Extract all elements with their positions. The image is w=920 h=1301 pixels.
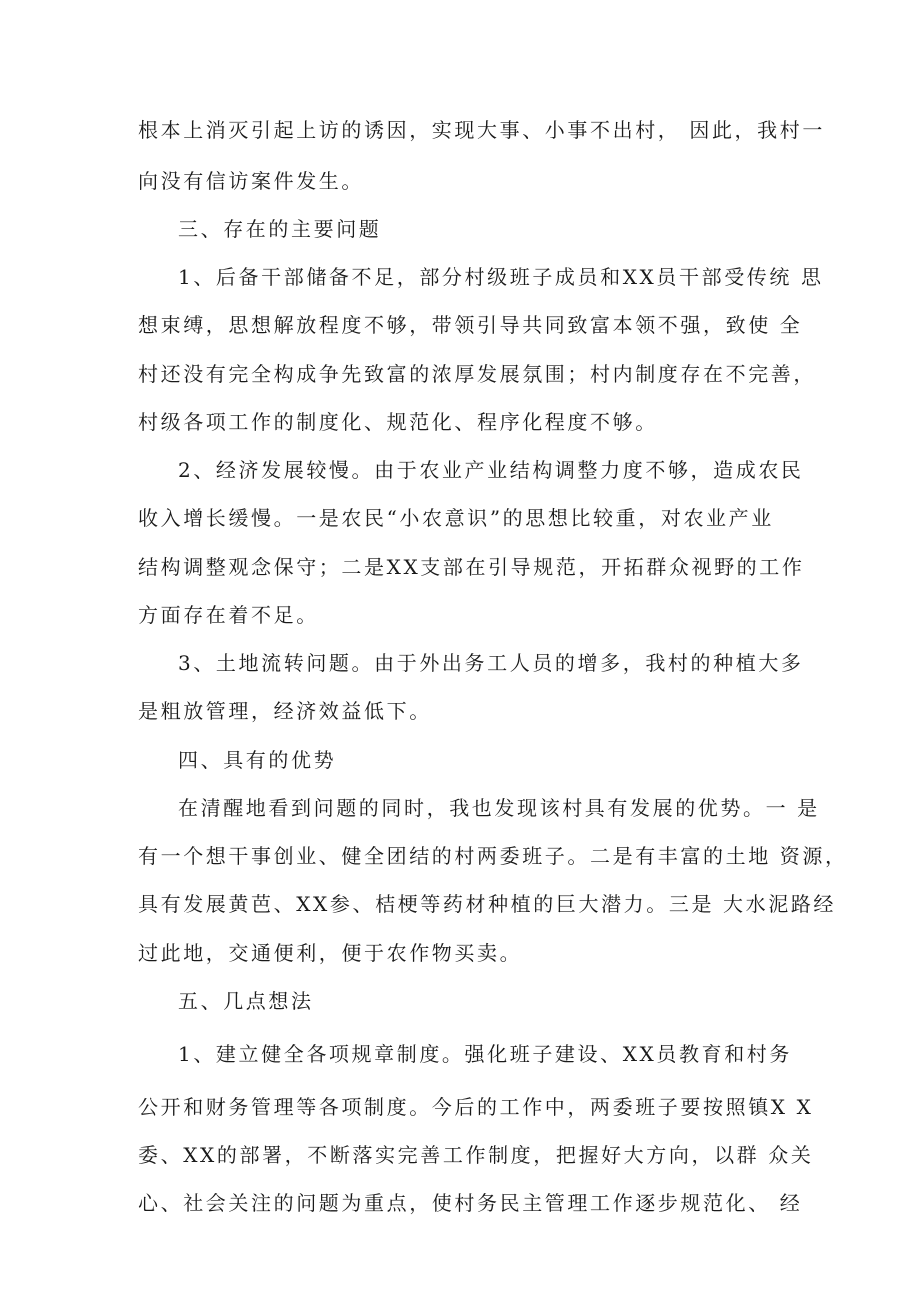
- text-line: 根本上消灭引起上访的诱因，实现大事、小事不出村， 因此，我村一: [138, 118, 825, 142]
- text-line: 心、社会关注的问题为重点，使村务民主管理工作逐步规范化、 经: [138, 1191, 803, 1215]
- text-line: 方面存在着不足。: [138, 603, 319, 627]
- text-line: 过此地，交通便利，便于农作物买卖。: [138, 941, 523, 965]
- text-line: 3、土地流转问题。由于外出务工人员的增多，我村的种植大多: [178, 651, 804, 675]
- text-line: 村还没有完全构成争先致富的浓厚发展氛围；村内制度存在不完善，: [138, 362, 816, 386]
- text-line: 向没有信访案件发生。: [138, 169, 364, 193]
- text-line: 1、建立健全各项规章制度。强化班子建设、XX员教育和村务: [178, 1042, 793, 1066]
- text-line: 在清醒地看到问题的同时，我也发现该村具有发展的优势。一 是: [178, 796, 820, 820]
- text-line: 2、经济发展较慢。由于农业产业结构调整力度不够，造成农民: [178, 458, 804, 482]
- text-line: 是粗放管理，经济效益低下。: [138, 699, 432, 723]
- section-heading: 三、存在的主要问题: [178, 217, 382, 241]
- text-line: 公开和财务管理等各项制度。今后的工作中，两委班子要按照镇X X: [138, 1095, 814, 1119]
- text-line: 村级各项工作的制度化、规范化、程序化程度不够。: [138, 410, 658, 434]
- section-heading: 四、具有的优势: [178, 748, 337, 772]
- text-line: 1、后备干部储备不足，部分村级班子成员和XX员干部受传统 思: [178, 265, 824, 289]
- text-line: 具有发展黄芭、XX参、桔梗等药材种植的巨大潜力。三是 大水泥路经: [138, 892, 837, 916]
- text-line: 收入增长缓慢。一是农民“小农意识”的思想比较重，对农业产业: [138, 506, 774, 530]
- text-line: 委、XX的部署，不断落实完善工作制度，把握好大方向，以群 众关: [138, 1143, 814, 1167]
- text-line: 想束缚，思想解放程度不够，带领引导共同致富本领不强，致使 全: [138, 313, 803, 337]
- text-line: 有一个想干事创业、健全团结的村两委班子。二是有丰富的土地 资源，: [138, 844, 848, 868]
- text-line: 结构调整观念保守；二是XX支部在引导规范，开拓群众视野的工作: [138, 555, 805, 579]
- section-heading: 五、几点想法: [178, 989, 314, 1013]
